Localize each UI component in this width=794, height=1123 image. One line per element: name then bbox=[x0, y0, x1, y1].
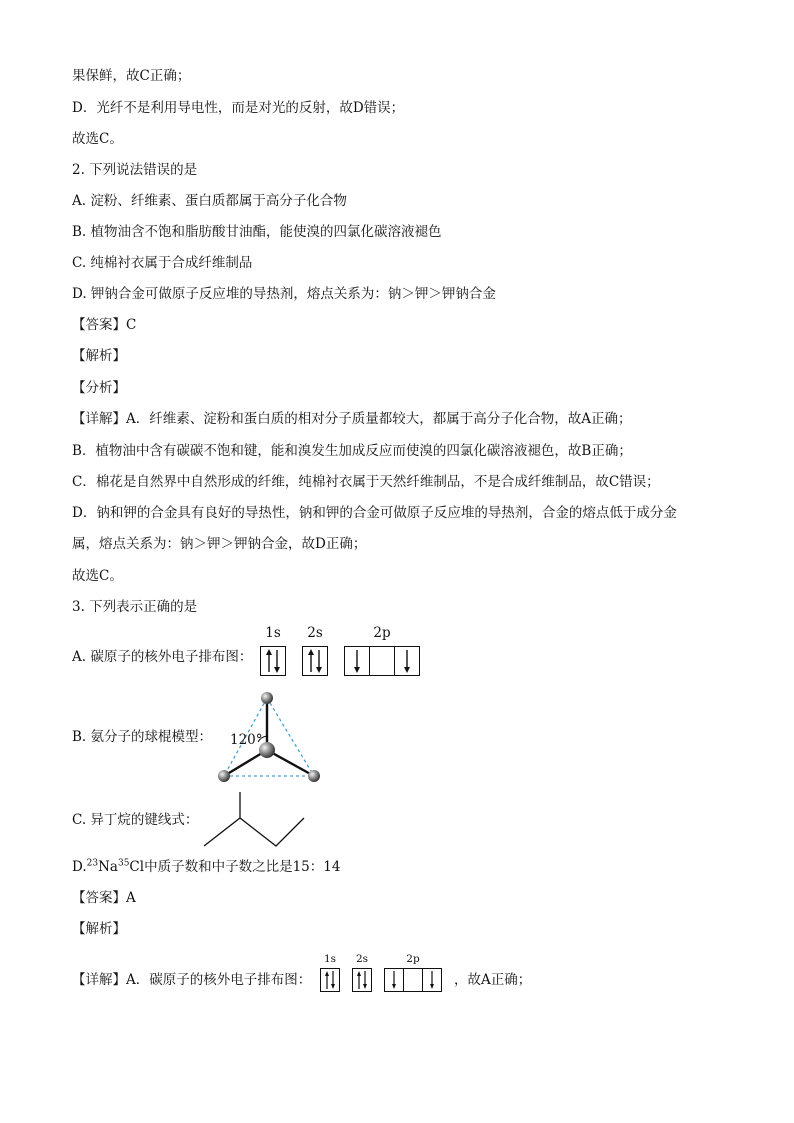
analysis-section-tag: 【分析】 bbox=[72, 380, 126, 396]
question-3-option-b: B. 氨分子的球棍模型： bbox=[72, 729, 213, 745]
orbital-diagram bbox=[260, 624, 436, 676]
orbital-1s bbox=[320, 953, 340, 992]
ammonia-ball-stick-model bbox=[210, 686, 330, 786]
orbital-1s bbox=[260, 624, 286, 676]
orbital-box bbox=[261, 647, 285, 675]
question-2-option-b: B. 植物油含不饱和脂肪酸甘油酯，能使溴的四氯化碳溶液褪色 bbox=[72, 224, 442, 240]
detail-line: D．钠和钾的合金具有良好的导热性，钠和钾的合金可做原子反应堆的导热剂，合金的熔点低于成分金 bbox=[72, 505, 677, 521]
orbital-box bbox=[303, 647, 327, 675]
detail-text: 【详解】A．碳原子的核外电子排布图： bbox=[72, 972, 312, 988]
answer-tag: 【答案】 bbox=[72, 890, 126, 906]
detail-line: B．植物油中含有碳碳不饱和键，能和溴发生加成反应而使溴的四氯化碳溶液褪色，故B正确； bbox=[72, 443, 632, 459]
answer-value: A bbox=[126, 890, 136, 906]
up-down-arrows-icon bbox=[321, 969, 339, 991]
question-3-option-a: A. 碳原子的核外电子排布图： bbox=[72, 649, 253, 665]
text-line: D．光纤不是利用导电性，而是对光的反射，故D错误； bbox=[72, 100, 405, 116]
orbital-box bbox=[353, 969, 371, 991]
answer-value: C bbox=[126, 317, 137, 333]
orbital-box bbox=[404, 969, 423, 991]
answer-2 bbox=[72, 315, 136, 335]
question-3-option-c: C. 异丁烷的键线式： bbox=[72, 812, 199, 828]
up-down-arrows-icon bbox=[353, 969, 371, 991]
orbital-2s bbox=[302, 624, 328, 676]
orbital-box bbox=[370, 647, 395, 675]
detail-text: ，故A正确； bbox=[454, 972, 532, 988]
option-letter: D. bbox=[72, 859, 87, 875]
orbital-label: 2s bbox=[355, 953, 369, 965]
down-arrow-icon bbox=[345, 647, 369, 675]
detail-line: C．棉花是自然界中自然形成的纤维，纯棉衬衣属于天然纤维制品，不是合成纤维制品，故C错误； bbox=[72, 474, 660, 490]
orbital-label: 1s bbox=[323, 953, 337, 965]
mass-number: 35 bbox=[117, 858, 130, 869]
question-3-option-d bbox=[72, 857, 340, 877]
orbital-label: 2s bbox=[307, 625, 323, 641]
question-2-stem: 2. 下列说法错误的是 bbox=[72, 162, 198, 178]
detail-line: 属，熔点关系为：钠＞钾＞钾钠合金，故D正确； bbox=[72, 536, 367, 552]
analysis-tag: 【解析】 bbox=[72, 348, 126, 364]
down-arrow-icon bbox=[423, 969, 441, 991]
question-2-option-c: C. 纯棉衬衣属于合成纤维制品 bbox=[72, 255, 253, 271]
orbital-2p bbox=[384, 953, 442, 992]
analysis-tag: 【解析】 bbox=[72, 921, 126, 937]
up-down-arrows-icon bbox=[261, 647, 285, 675]
question-2-option-d: D. 钾钠合金可做原子反应堆的导热剂，熔点关系为：钠＞钾＞钾钠合金 bbox=[72, 286, 496, 302]
element-symbol: Cl bbox=[129, 859, 145, 875]
element-symbol: Na bbox=[98, 859, 118, 875]
up-down-arrows-icon bbox=[303, 647, 327, 675]
orbital-label: 1s bbox=[265, 625, 281, 641]
detail-line bbox=[72, 970, 311, 990]
orbital-2p bbox=[344, 624, 420, 676]
text-line: 故选C。 bbox=[72, 131, 123, 147]
isobutane-skeletal-formula bbox=[200, 790, 310, 850]
answer-3 bbox=[72, 888, 136, 908]
orbital-label: 2p bbox=[406, 953, 420, 965]
orbital-box bbox=[423, 969, 441, 991]
orbital-diagram-small bbox=[320, 953, 446, 992]
question-2-option-a: A. 淀粉、纤维素、蛋白质都属于高分子化合物 bbox=[72, 193, 347, 209]
orbital-box bbox=[385, 969, 404, 991]
down-arrow-icon bbox=[395, 647, 419, 675]
option-text: 中质子数和中子数之比是15：14 bbox=[144, 859, 341, 875]
orbital-label: 2p bbox=[373, 625, 391, 641]
detail-line: 【详解】A．纤维素、淀粉和蛋白质的相对分子质量都较大，都属于高分子化合物，故A正确； bbox=[72, 411, 632, 427]
orbital-box bbox=[395, 647, 419, 675]
orbital-box bbox=[321, 969, 339, 991]
question-3-stem: 3. 下列表示正确的是 bbox=[72, 599, 198, 615]
bond-angle-label: 120° bbox=[230, 732, 263, 748]
orbital-2s bbox=[352, 953, 372, 992]
text-line: 果保鲜，故C正确； bbox=[72, 68, 191, 84]
orbital-box bbox=[345, 647, 370, 675]
mass-number: 23 bbox=[86, 858, 99, 869]
detail-line: 故选C。 bbox=[72, 568, 123, 584]
down-arrow-icon bbox=[385, 969, 403, 991]
answer-tag: 【答案】 bbox=[72, 317, 126, 333]
